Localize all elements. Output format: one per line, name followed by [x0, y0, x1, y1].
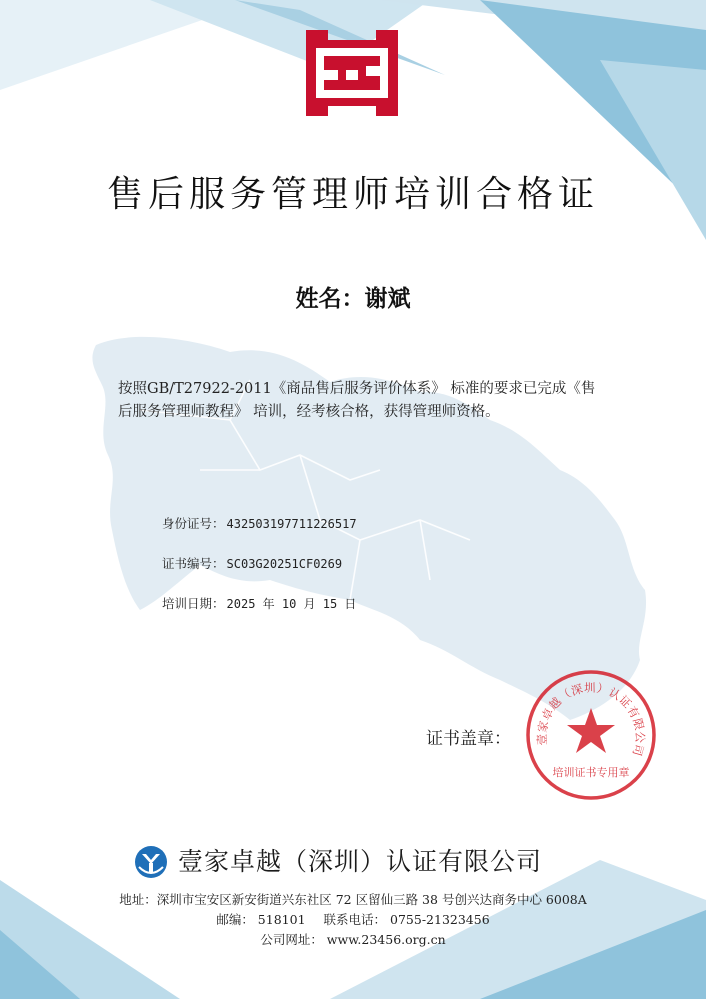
issuer-website: 公司网址： www.23456.org.cn [260, 932, 446, 947]
seal-star-icon [567, 708, 615, 753]
training-date-label: 培训日期： [162, 596, 225, 611]
official-seal-stamp [524, 668, 658, 802]
certificate-number-row [162, 554, 342, 572]
training-date-value: 2025 年 10 月 15 日 [226, 597, 357, 611]
certification-statement: 按照GB/T27922-2011《商品售后服务评价体系》 标准的要求已完成《售后服务管理师教程》 培训，经考核合格，获得管理师资格。 [118, 381, 596, 420]
id-number-row [162, 514, 357, 532]
seal-label: 证书盖章： [426, 729, 511, 749]
issuer-address: 地址：深圳市宝安区新安街道兴东社区 72 区留仙三路 38 号创兴达商务中心 6008A [119, 892, 587, 907]
seal-ring-text: 壹家卓越（深圳）认证有限公司 [534, 680, 648, 759]
issuer-postcode-phone [0, 910, 706, 928]
issuer-company-name: 壹家卓越（深圳）认证有限公司 [178, 847, 543, 876]
issuer-phone: 联系电话： 0755-21323456 [323, 912, 490, 927]
seal-bottom-text: 培训证书专用章 [552, 766, 630, 779]
brand-logo-emblem [306, 30, 398, 116]
issuer-postcode: 邮编： 518101 [216, 912, 306, 927]
certificate-title: 售后服务管理师培训合格证 [106, 174, 599, 215]
id-number-value: 432503197711226517 [226, 517, 357, 531]
name-value: 谢斌 [364, 286, 411, 312]
holder-name-line [0, 280, 706, 313]
certificate-number-value: SC03G20251CF0269 [226, 557, 343, 571]
id-number-label: 身份证号： [162, 516, 225, 531]
certificate-number-label: 证书编号： [162, 556, 225, 571]
name-label: 姓名： [295, 286, 365, 312]
training-date-row [162, 594, 356, 612]
company-logo-icon [134, 845, 168, 879]
